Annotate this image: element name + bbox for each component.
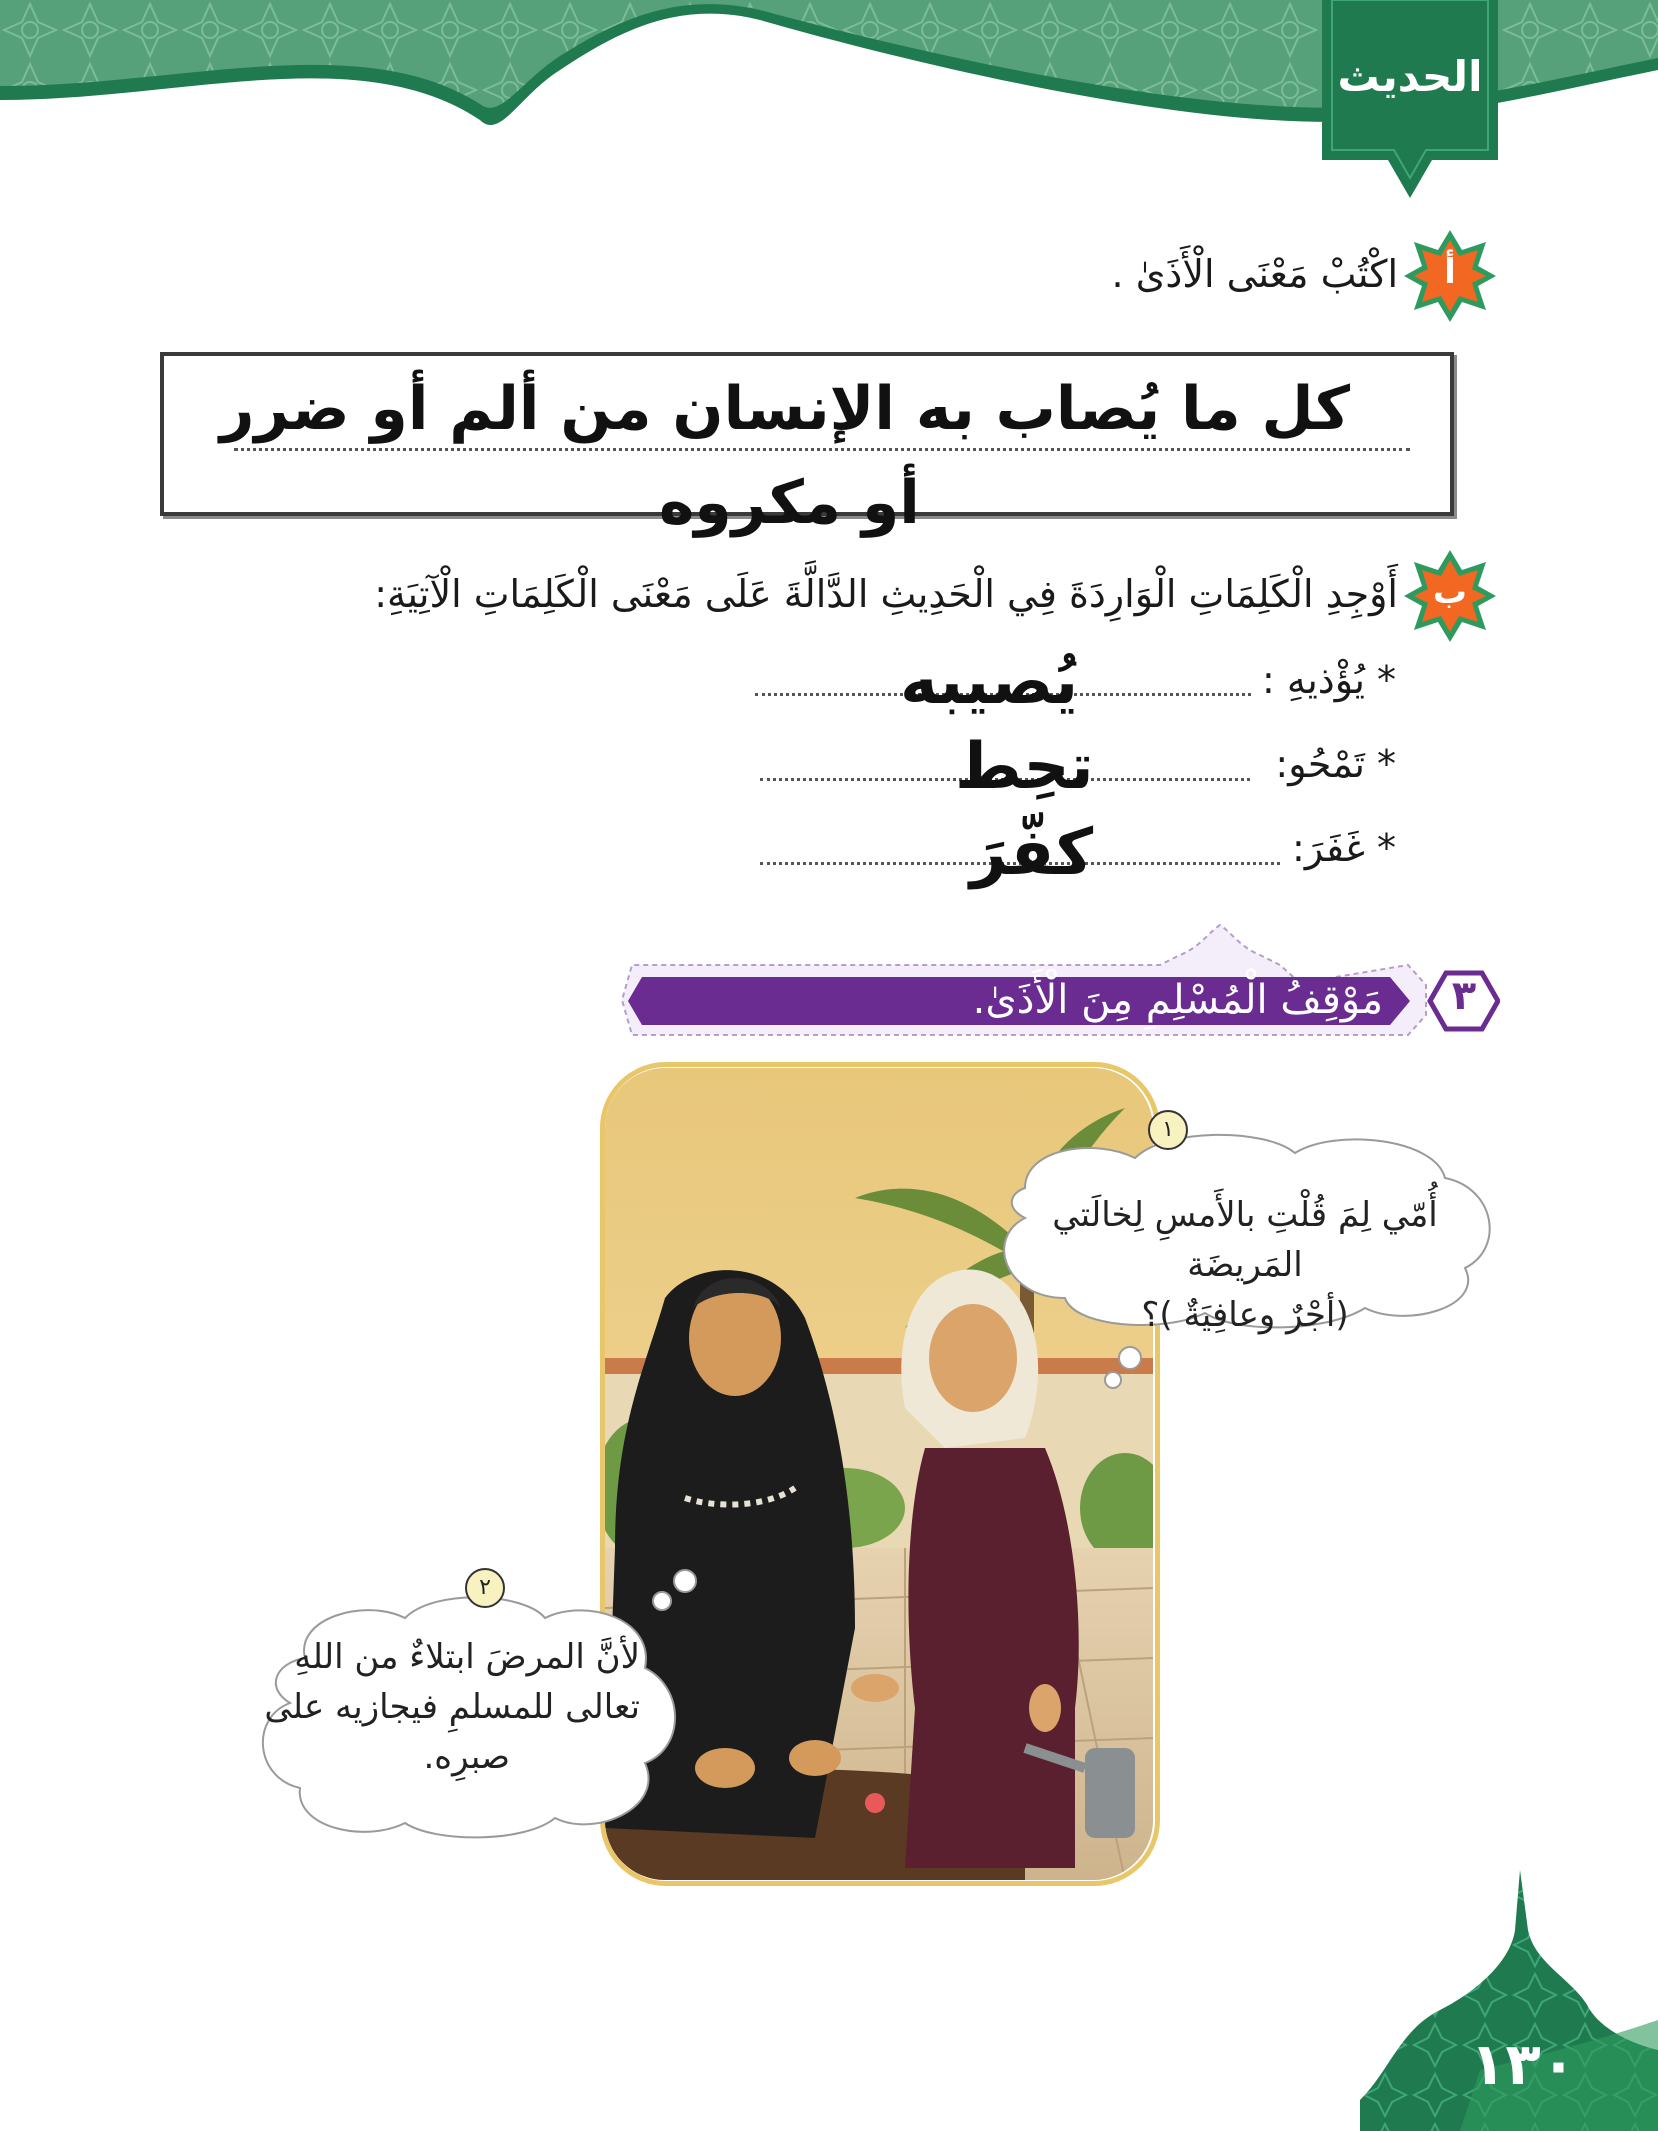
word-item-3-label: * غَفَرَ: [1292, 826, 1396, 870]
answer-text-line-2: أو مكروه [659, 468, 920, 538]
page-number: ١٣٠ [1470, 2030, 1577, 2098]
section-b-badge [1402, 548, 1498, 644]
section-a-question: اكْتُبْ مَعْنَى الْأَذَىٰ . [1111, 252, 1398, 296]
answer-dotted-line [234, 448, 1410, 451]
word-item-2-label: * تَمْحُو: [1275, 742, 1396, 786]
word-item-1-answer: يُصيبه [900, 645, 1079, 719]
bubble-2-number: ٢ [465, 1568, 505, 1608]
bubble-1-line-1: أُمّي لِمَ قُلْتِ بالأَمسِ لِخالَتي المَريضَة [1052, 1195, 1438, 1285]
bubble-2-tail [640, 1565, 710, 1625]
section-b-question: أَوْجِدِ الْكَلِمَاتِ الْوَارِدَةَ فِي الْحَدِيثِ الدَّالَّةَ عَلَى مَعْنَى الْكَلِمَاتِ الْآتِيَةِ: [374, 572, 1398, 616]
bubble-2-text [260, 1632, 660, 1782]
bubble-1-line-2: (أجْرٌ وعافِيَةٌ )؟ [1141, 1295, 1349, 1335]
bubble-1-text [1000, 1190, 1490, 1340]
bubble-1-number: ١ [1148, 1110, 1188, 1150]
chapter-tab [1322, 0, 1498, 200]
section-3-title: مَوْقِفُ الْمُسْلِمِ مِنَ الْأَذَىٰ. [972, 977, 1383, 1023]
answer-text-line-1: كل ما يُصاب به الإنسان من ألم أو ضرر [219, 374, 1350, 444]
bubble-2-line-1: لأنَّ المرضَ ابتلاءٌ من اللهِ [294, 1637, 640, 1677]
word-item-3-answer: كفّرَ [970, 816, 1094, 890]
bubble-1-tail [1095, 1340, 1155, 1400]
word-item-1-label: * يُؤْذيهِ : [1261, 658, 1396, 702]
section-3-number: ٣ [1451, 973, 1477, 1019]
answer-box [160, 352, 1454, 538]
section-a-badge [1402, 228, 1498, 324]
chapter-title: الحديث [1337, 52, 1483, 101]
section-b-letter: ب [1432, 572, 1468, 612]
bubble-2-line-3: صبرِه. [423, 1737, 510, 1777]
word-item-2-answer: تحِط [955, 730, 1094, 804]
bubble-2-line-2: تعالى للمسلمِ فيجازيه على [264, 1687, 640, 1727]
section-a-letter: أ [1444, 252, 1456, 292]
